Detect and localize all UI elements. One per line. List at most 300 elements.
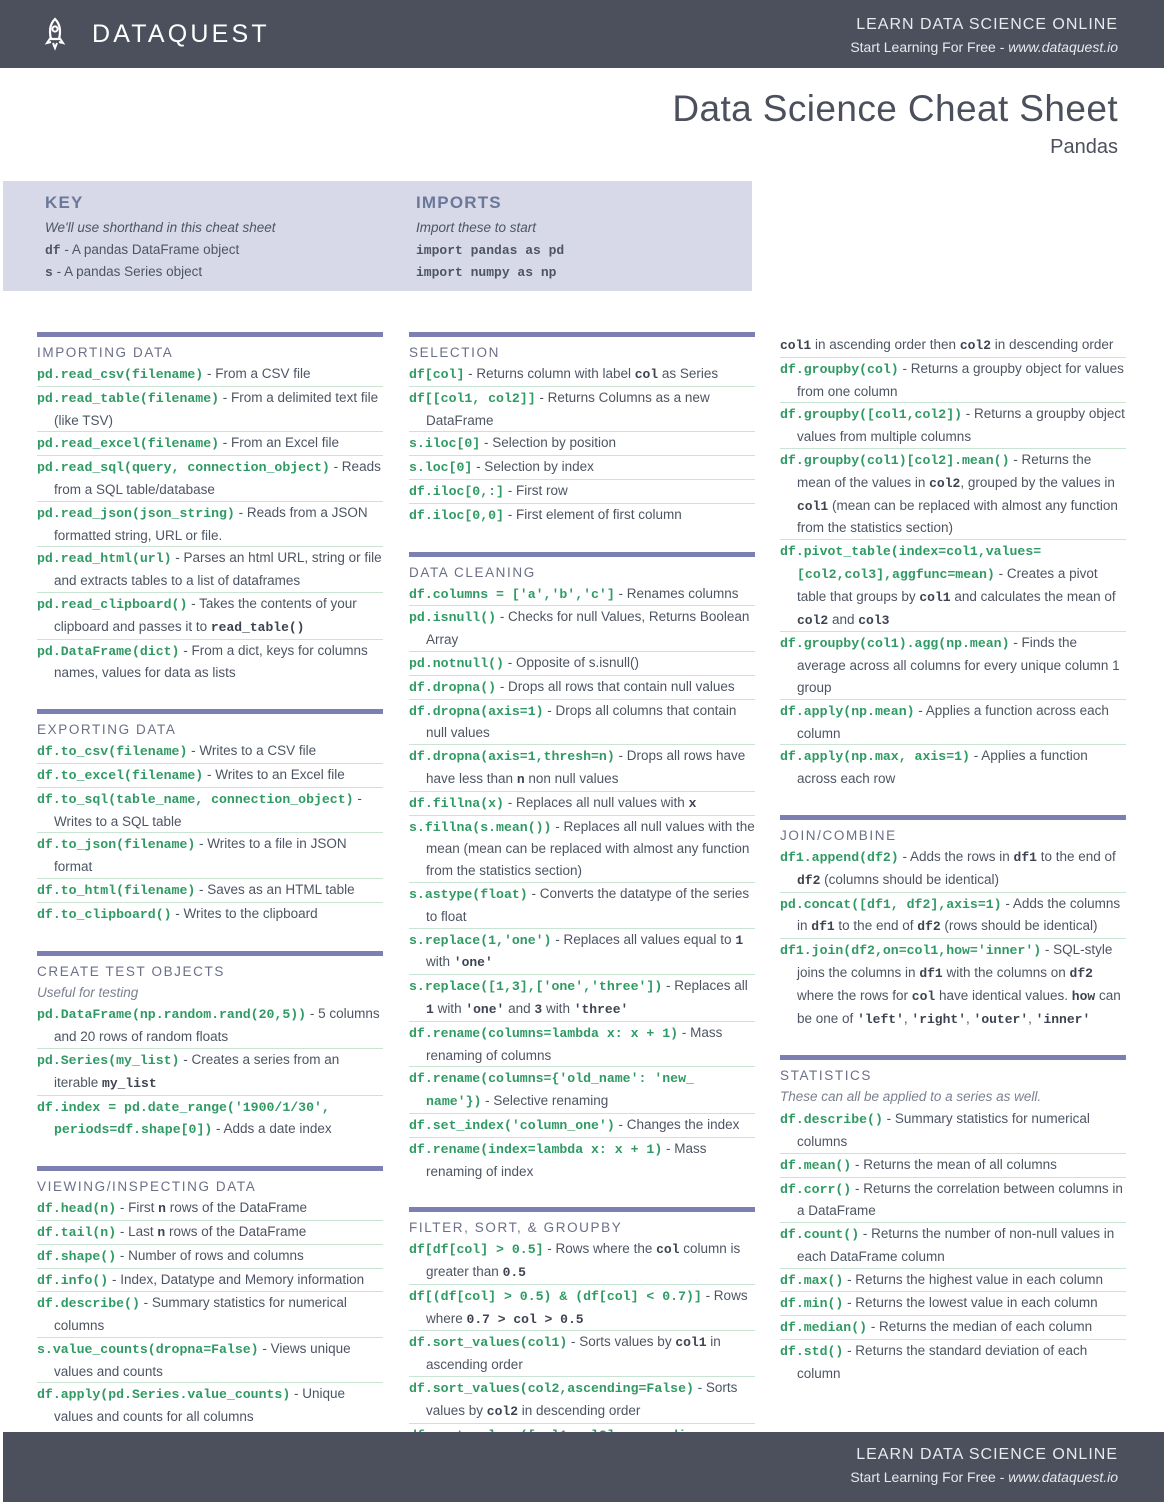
code-snippet: df.describe() <box>37 1296 140 1312</box>
inline-code: 'outer' <box>973 1011 1029 1027</box>
code-snippet: df.tail(n) <box>37 1224 117 1240</box>
cheat-entry <box>409 363 755 387</box>
viewing-inspecting-data-section <box>37 1166 383 1428</box>
entry-description: - Index, Datatype and Memory information <box>108 1271 365 1287</box>
key-code: s <box>45 265 53 280</box>
code-snippet: s.replace(1,'one') <box>409 932 552 948</box>
code-snippet: df.groupby([col1,col2]) <box>780 407 963 423</box>
code-snippet: pd.read_json(json_string) <box>37 505 235 521</box>
cheat-entry <box>37 1245 383 1269</box>
cheat-entry <box>37 1049 383 1096</box>
section-heading: STATISTICS <box>780 1055 1126 1086</box>
cheat-entry <box>37 432 383 456</box>
inline-code: df1 <box>811 919 835 935</box>
code-snippet: df.to_excel(filename) <box>37 767 204 783</box>
subline-text: Start Learning For Free - <box>850 1469 1009 1485</box>
entry-description: rows of the DataFrame <box>165 1200 308 1216</box>
entry-description: - SQL-style joins the columns in <box>797 942 1113 980</box>
cheat-entry <box>409 1238 755 1285</box>
code-snippet: pd.read_table(filename) <box>37 390 220 406</box>
cheat-entry <box>37 363 383 387</box>
continued-section <box>780 334 1126 790</box>
cheat-entry <box>780 540 1126 632</box>
entry-description: - Returns column with label <box>464 366 635 381</box>
code-snippet: df.median() <box>780 1320 868 1336</box>
code-snippet: df.pivot_table(index=col1,values= [col2,col3],aggfunc=mean) <box>780 544 1042 582</box>
code-snippet: df.dropna(axis=1,thresh=n) <box>409 749 615 765</box>
key-heading: KEY <box>45 193 84 212</box>
cheat-entry <box>409 652 755 676</box>
entry-description: - Converts the datatype of the series to float <box>426 885 750 924</box>
code-snippet: df.columns = ['a','b','c'] <box>409 586 615 602</box>
import-line <box>416 261 564 283</box>
cheat-entry <box>37 833 383 879</box>
entry-description: - Returns the lowest value in each column <box>843 1295 1098 1311</box>
entry-description: non null values <box>524 770 619 786</box>
key-section <box>45 193 275 283</box>
inline-code: 'left' <box>857 1011 904 1027</box>
cheat-entry <box>37 547 383 593</box>
inline-code: col <box>634 367 659 382</box>
cheat-entry <box>37 1197 383 1221</box>
entry-description: - Mass renaming of index <box>426 1140 707 1179</box>
code-snippet: df.mean() <box>780 1157 852 1173</box>
cheat-entry <box>780 1316 1126 1340</box>
imports-section <box>416 193 564 283</box>
code-snippet: df.to_json(filename) <box>37 837 196 853</box>
key-item <box>45 261 275 283</box>
entry-description: in ascending order then <box>811 337 960 352</box>
header-tagline: LEARN DATA SCIENCE ONLINE <box>856 16 1118 33</box>
entry-description: - Drops all rows that contain null values <box>496 678 735 694</box>
page-title: Data Science Cheat Sheet <box>672 88 1118 129</box>
cheat-entry <box>37 1383 383 1428</box>
cheat-entry <box>409 1377 755 1424</box>
page-subtitle: Pandas <box>1050 136 1118 158</box>
header-subline <box>850 39 1118 55</box>
inline-code: df2 <box>917 919 941 935</box>
entry-description: - From a CSV file <box>203 366 311 381</box>
code-snippet: s.fillna(s.mean()) <box>409 819 552 835</box>
cheat-entry <box>409 387 755 433</box>
entry-description: - Views unique values and counts <box>54 1340 351 1379</box>
cheat-entry <box>780 893 1126 940</box>
code-snippet: df.min() <box>780 1296 844 1312</box>
cheat-entry <box>409 583 755 607</box>
inline-code: col3 <box>858 612 890 628</box>
entry-description: - Replaces all values equal to <box>551 931 736 947</box>
entry-description: - Parses an html URL, string or file and extracts tables to a list of dataframes <box>54 550 382 589</box>
entry-description: , <box>966 1010 974 1026</box>
exporting-data-section <box>37 709 383 925</box>
entry-description: (columns should be identical) <box>820 871 999 887</box>
code-snippet: df.rename(columns=lambda x: x + 1) <box>409 1025 679 1041</box>
entry-description: - Returns the mean of the values in <box>797 451 1092 490</box>
cheat-entry <box>780 846 1126 893</box>
entry-description: - Returns the correlation between columns in a DataFrame <box>797 1180 1123 1219</box>
inline-code: 'one' <box>465 1001 505 1017</box>
cheat-entry <box>409 1067 755 1114</box>
entry-description: - Adds the columns in <box>797 895 1121 934</box>
join-combine-section <box>780 815 1126 1030</box>
entry-description: can be one of <box>797 987 1121 1026</box>
cheat-entry <box>409 975 755 1022</box>
section-heading: SELECTION <box>409 332 755 363</box>
inline-code: 'three' <box>573 1001 629 1017</box>
entry-description: - Replaces all null values with the mean (mean can be replaced with almost any function from the statistics section) <box>426 818 755 879</box>
entry-description: - Number of rows and columns <box>116 1247 304 1263</box>
cheat-entry <box>37 640 383 685</box>
imports-heading: IMPORTS <box>416 193 502 212</box>
code-snippet: pd.read_sql(query, connection_object) <box>37 460 330 476</box>
section-note: These can all be applied to a series as well. <box>780 1089 1042 1105</box>
entry-description: - Checks for null Values, Returns Boolean Array <box>426 609 750 648</box>
entry-description: as Series <box>658 366 719 381</box>
brand-name: DATAQUEST <box>92 20 270 48</box>
entry-description: - Replaces all null values with <box>503 794 689 810</box>
entry-description: - Rows where <box>426 1287 748 1326</box>
code-snippet: df.set_index('column_one') <box>409 1117 615 1133</box>
entry-description: - First row <box>503 482 568 498</box>
key-imports-box <box>3 181 752 291</box>
cheat-entry <box>409 1138 755 1183</box>
inline-code: col1 <box>919 589 951 605</box>
code-snippet: pd.DataFrame(dict) <box>37 643 180 659</box>
code-snippet: df.shape() <box>37 1248 117 1264</box>
code-snippet: s.astype(float) <box>409 886 528 902</box>
cheat-entry <box>37 740 383 764</box>
entry-description: and calculates the mean of <box>950 588 1116 604</box>
top-banner <box>0 0 1164 68</box>
inline-code: my_list <box>102 1075 157 1091</box>
cheat-entry <box>409 883 755 929</box>
cheat-entry <box>409 606 755 652</box>
entry-description: - Unique values and counts for all columns <box>54 1386 346 1425</box>
cheat-entry <box>37 1338 383 1384</box>
entry-description: rows of the DataFrame <box>165 1223 307 1239</box>
inline-code: n <box>516 771 525 787</box>
importing-data-section <box>37 332 383 684</box>
cheat-entry <box>409 700 755 746</box>
entry-description: - Rows where the <box>543 1241 657 1257</box>
code-snippet: df.groupby(col) <box>780 361 899 377</box>
entry-description: - Renames columns <box>614 585 739 601</box>
entry-description: , <box>903 1010 912 1026</box>
code-snippet: df.count() <box>780 1227 860 1243</box>
section-heading: DATA CLEANING <box>409 552 755 583</box>
cheat-entry <box>780 1223 1126 1269</box>
footer-tagline: LEARN DATA SCIENCE ONLINE <box>856 1446 1118 1463</box>
inline-code: df1 <box>919 965 943 981</box>
entry-description: , grouped by the values in <box>960 474 1115 490</box>
entry-description: (rows should be identical) <box>940 918 1098 934</box>
entry-description: - Writes to a SQL table <box>54 790 362 829</box>
entry-description: - Returns a groupby object for values from one column <box>797 360 1124 399</box>
cheat-entry <box>37 387 383 433</box>
inline-code: read_table() <box>210 619 305 635</box>
imports-note: Import these to start <box>416 220 537 235</box>
inline-code: col1 <box>797 498 829 514</box>
cheat-entry <box>780 449 1126 540</box>
inline-code: 'one' <box>453 955 493 971</box>
entry-description: - First <box>116 1200 159 1216</box>
subline-text: Start Learning For Free - <box>850 39 1009 55</box>
entry-description: - Selection by position <box>480 435 617 451</box>
section-heading: FILTER, SORT, & GROUPBY <box>409 1207 755 1238</box>
cheat-entry <box>37 456 383 502</box>
entry-description: - Summary statistics for numerical columns <box>54 1295 347 1334</box>
create-test-objects-section <box>37 951 383 1142</box>
cheat-entry <box>409 1114 755 1138</box>
section-heading: VIEWING/INSPECTING DATA <box>37 1166 383 1197</box>
rocket-logo-icon <box>44 17 66 51</box>
code-snippet: pd.read_clipboard() <box>37 596 188 612</box>
entry-description: - Sorts values by <box>426 1380 738 1418</box>
entry-description: with the columns on <box>942 964 1070 980</box>
code-snippet: df.to_clipboard() <box>37 906 172 922</box>
filter-sort-groupby-section <box>409 1207 755 1469</box>
inline-code: 1 <box>426 1001 434 1017</box>
code-snippet: pd.read_excel(filename) <box>37 436 220 452</box>
entry-description: - Finds the average across all columns for every unique column 1 group <box>797 635 1120 695</box>
key-text: - A pandas DataFrame object <box>60 242 240 257</box>
entry-description: where the rows for <box>797 987 912 1003</box>
code-snippet: df.apply(pd.Series.value_counts) <box>37 1387 291 1403</box>
entry-description: - Selective renaming <box>481 1093 609 1109</box>
entry-description: and <box>504 1000 535 1016</box>
cheat-entry <box>37 502 383 548</box>
entry-description: - Drops all rows have have less than <box>426 748 746 786</box>
entry-description: - Writes to a file in JSON format <box>54 836 347 875</box>
inline-code: n <box>158 1201 166 1217</box>
cheat-entry <box>409 1022 755 1068</box>
key-item <box>45 239 275 261</box>
code-snippet: df.fillna(x) <box>409 795 504 811</box>
section-heading: CREATE TEST OBJECTS <box>37 951 383 982</box>
code-snippet: pd.DataFrame(np.random.rand(20,5)) <box>37 1007 307 1023</box>
entry-description: - Applies a function across each row <box>797 748 1088 787</box>
entry-description: - Saves as an HTML table <box>195 881 355 897</box>
code-snippet: df.to_csv(filename) <box>37 744 188 760</box>
cheat-entry <box>37 1292 383 1338</box>
entry-description: with <box>542 1000 574 1016</box>
cheat-entry <box>409 432 755 456</box>
inline-code: col <box>911 988 936 1004</box>
entry-description: - Adds a date index <box>212 1121 332 1137</box>
code-snippet: pd.read_html(url) <box>37 551 172 567</box>
inline-code: 'inner' <box>1035 1011 1091 1027</box>
entry-description: - Returns the number of non-null values in each DataFrame column <box>797 1226 1115 1264</box>
cheat-entry <box>780 1108 1126 1154</box>
inline-code: col <box>656 1242 680 1258</box>
code-snippet: df.describe() <box>780 1112 883 1128</box>
bottom-banner <box>3 1432 1164 1502</box>
cheat-entry <box>37 903 383 926</box>
code-snippet: df.dropna(axis=1) <box>409 703 544 719</box>
cheat-entry <box>37 1221 383 1245</box>
code-snippet: df.max() <box>780 1272 844 1288</box>
code-snippet: df.iloc[0,0] <box>409 507 504 523</box>
cheat-entry <box>780 334 1126 358</box>
column-3 <box>780 332 1126 1410</box>
site-link[interactable]: www.dataquest.io <box>1008 1469 1118 1485</box>
code-snippet: df[col] <box>409 367 465 382</box>
entry-description: - Takes the contents of your clipboard and passes it to <box>54 595 357 634</box>
cheat-entry <box>780 1154 1126 1178</box>
entry-description: - Creates a series from an iterable <box>54 1051 340 1090</box>
inline-code: col2 <box>959 338 992 353</box>
entry-description: - 5 columns and 20 rows of random floats <box>54 1006 380 1045</box>
entry-description: - Applies a function across each column <box>797 702 1109 741</box>
code-snippet: s.value_counts(dropna=False) <box>37 1341 259 1357</box>
entry-description: with <box>433 1000 466 1016</box>
inline-code: col1 <box>780 338 812 353</box>
entry-description: - Selection by index <box>472 459 594 475</box>
entry-description: in descending order <box>518 1402 641 1418</box>
entry-description: - Returns the median of each column <box>867 1319 1093 1335</box>
cheat-entry <box>409 929 755 976</box>
cheat-entry <box>780 358 1126 404</box>
inline-code: x <box>688 795 697 811</box>
cheat-entry <box>780 700 1126 746</box>
entry-description: , <box>1028 1010 1036 1026</box>
import-line <box>416 239 564 261</box>
cheat-entry <box>409 504 755 527</box>
entry-description: - Last <box>116 1223 158 1239</box>
code-snippet: df.dropna() <box>409 679 497 695</box>
cheat-entry <box>409 1285 755 1332</box>
entry-description: - Writes to an Excel file <box>203 766 345 782</box>
key-code: df <box>45 243 61 258</box>
entry-description: in ascending order <box>426 1334 721 1373</box>
entry-description: - Returns the standard deviation of each column <box>797 1343 1088 1381</box>
import-code: import numpy as np <box>416 265 557 280</box>
cheat-entry <box>780 1178 1126 1224</box>
cheat-entry <box>37 1003 383 1049</box>
footer-subline <box>850 1469 1118 1485</box>
entry-description: have identical values. <box>935 987 1072 1003</box>
inline-code: df2 <box>1069 965 1093 981</box>
entry-description: column is greater than <box>426 1241 741 1280</box>
code-snippet: df1.append(df2) <box>780 849 899 865</box>
entry-description: in descending order <box>991 337 1114 352</box>
code-snippet: df.to_sql(table_name, connection_object) <box>37 791 354 807</box>
entry-description: - Replaces all <box>662 978 748 994</box>
code-snippet: pd.Series(my_list) <box>37 1052 180 1068</box>
column-2 <box>409 332 755 1494</box>
inline-code: df1 <box>1013 849 1037 865</box>
cheat-entry <box>37 764 383 788</box>
cheat-entry <box>37 593 383 640</box>
inline-code: how <box>1071 988 1096 1004</box>
entry-description: - Mass renaming of columns <box>426 1024 723 1063</box>
code-snippet: df.std() <box>780 1344 844 1360</box>
entry-description: - Writes to the clipboard <box>171 905 318 921</box>
entry-description: and <box>828 611 859 627</box>
code-snippet: s.replace([1,3],['one','three']) <box>409 979 663 995</box>
cheat-entry <box>780 632 1126 699</box>
section-note: Useful for testing <box>37 984 139 1000</box>
code-snippet: df.iloc[0,:] <box>409 483 504 499</box>
entry-description: - Sorts values by <box>567 1334 676 1350</box>
inline-code: col2 <box>486 1403 519 1419</box>
cheat-entry <box>37 788 383 834</box>
code-snippet: pd.concat([df1, df2],axis=1) <box>780 896 1002 912</box>
entry-description: (mean can be replaced with almost any function from the statistics section) <box>797 497 1118 536</box>
code-snippet: df[df[col] > 0.5] <box>409 1242 544 1258</box>
entry-description: - Summary statistics for numerical columns <box>797 1111 1090 1149</box>
entry-description: with <box>426 954 454 970</box>
cheat-entry <box>409 456 755 480</box>
inline-code: df2 <box>797 872 821 888</box>
key-note: We'll use shorthand in this cheat sheet <box>45 220 276 235</box>
cheat-entry <box>780 939 1126 1030</box>
inline-code: 0.5 <box>502 1265 526 1281</box>
cheat-entry <box>409 1331 755 1377</box>
code-snippet: df.to_html(filename) <box>37 882 196 898</box>
inline-code: 3 <box>534 1001 543 1017</box>
section-heading: EXPORTING DATA <box>37 709 383 740</box>
inline-code: 1 <box>735 932 744 948</box>
code-snippet: df.groupby(col1).agg(np.mean) <box>780 636 1010 652</box>
code-snippet: df[(df[col] > 0.5) & (df[col] < 0.7)] <box>409 1288 702 1304</box>
code-snippet: df.sort_values(col2,ascending=False) <box>409 1381 694 1397</box>
code-snippet: df.head(n) <box>37 1201 117 1217</box>
cheat-entry <box>409 792 755 816</box>
entry-description: - Reads from a SQL table/database <box>54 459 381 497</box>
data-cleaning-section <box>409 552 755 1183</box>
entry-description: - First element of first column <box>503 506 682 522</box>
cheat-entry <box>780 1269 1126 1293</box>
entry-description: - Writes to a CSV file <box>187 743 317 759</box>
inline-code: col1 <box>675 1335 707 1351</box>
cheat-entry <box>37 1096 383 1142</box>
entry-description: - Creates a pivot table that groups by <box>797 565 1098 604</box>
entry-description: - From a dict, keys for columns names, values for data as lists <box>54 642 368 681</box>
cheat-entry <box>409 816 755 883</box>
entry-description: - Opposite of s.isnull() <box>503 654 640 670</box>
entry-description: to the end of <box>834 918 918 934</box>
entry-description: - Changes the index <box>614 1116 740 1132</box>
cheat-entry <box>780 1292 1126 1316</box>
cheat-entry <box>780 403 1126 449</box>
column-1 <box>37 332 383 1453</box>
code-snippet: pd.notnull() <box>409 655 504 671</box>
code-snippet: s.loc[0] <box>409 460 473 476</box>
entry-description: - Returns a groupby object values from multiple columns <box>797 406 1125 445</box>
cheat-entry <box>409 745 755 792</box>
code-snippet: df.info() <box>37 1272 109 1288</box>
inline-code: 'right' <box>911 1011 966 1027</box>
entry-description: - Returns the mean of all columns <box>851 1156 1057 1172</box>
code-snippet: df.sort_values(col1) <box>409 1335 568 1351</box>
entry-description: - Returns Columns as a new DataFrame <box>426 389 710 428</box>
entry-description: - Drops all columns that contain null values <box>426 702 737 741</box>
import-code: import pandas as pd <box>416 243 565 258</box>
section-heading: JOIN/COMBINE <box>780 815 1126 846</box>
code-snippet: pd.isnull() <box>409 610 497 626</box>
code-snippet: df.rename(index=lambda x: x + 1) <box>409 1141 663 1157</box>
code-snippet: df.apply(np.max, axis=1) <box>780 749 970 765</box>
entry-description: - From an Excel file <box>219 435 340 451</box>
site-link[interactable]: www.dataquest.io <box>1008 39 1118 55</box>
entry-description: - From a delimited text file (like TSV) <box>54 389 379 428</box>
code-snippet: df.apply(np.mean) <box>780 703 915 719</box>
cheat-entry <box>780 1340 1126 1385</box>
code-snippet: df.index = pd.date_range('1900/1/30', periods=df.shape[0]) <box>37 1099 330 1138</box>
section-heading: IMPORTING DATA <box>37 332 383 363</box>
selection-section <box>409 332 755 527</box>
